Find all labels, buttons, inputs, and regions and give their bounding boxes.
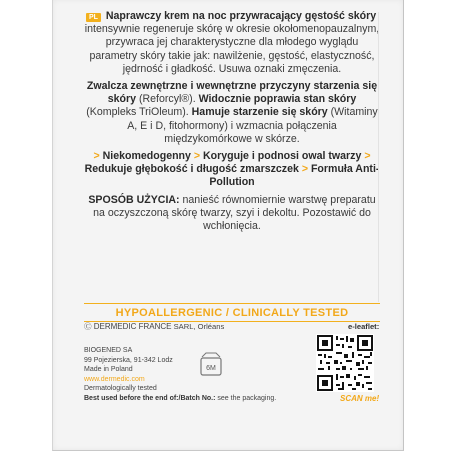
benefit-item: Redukuje głębokość i długość zmarszczek (84, 163, 299, 176)
intro-bold: Naprawczy krem na noc przywracający gęstość skóry (105, 10, 377, 22)
intro-text: intensywnie regeneruje skórę w okresie okołomenopauzalnym, przywraca jej charakterystyczne dla młodego wyglądu parametry skóry takie jak: nawilżenie, gęstość, elastyczność, jędrność i gładkość. Usuwa oznaki zmęczenia. (84, 23, 380, 75)
manufacturer-address (84, 346, 276, 404)
scan-me-label: SCAN me! (340, 394, 380, 403)
causes-paragraph (84, 80, 380, 146)
causes-bold3: Hamuje starzenie się skóry (191, 106, 328, 119)
tested-note: Dermatologically tested (84, 385, 157, 393)
causes-bold2: Widocznie poprawia stan skóry (198, 93, 357, 106)
maker-brand: DERMEDIC FRANCE (93, 322, 172, 331)
usage-bold: SPOSÓB UŻYCIA: (88, 193, 180, 206)
language-badge: PL (86, 13, 101, 22)
causes-text2: (Kompleks TriOleum). (86, 106, 192, 119)
product-description (84, 10, 380, 237)
benefit-item: Formuła Anti-Pollution (209, 163, 380, 189)
maker-line (84, 322, 224, 332)
best-before-text: see the packaging. (215, 394, 277, 402)
causes-bold1: Zwalcza zewnętrzne i wewnętrzne przyczyny starzenia się skóry (86, 80, 378, 106)
intro-paragraph (84, 10, 380, 76)
side-fold-line (378, 12, 382, 302)
maker-rest: SARL, Orléans (171, 322, 225, 331)
usage-text: nanieść równomiernie warstwę preparatu na oczyszczoną skórę twarzy, szyi i dekoltu. Pozostawić do wchłonięcia. (93, 193, 376, 233)
benefits-list: > Niekomedogenny > Koryguje i podnosi owal twarzy > Redukuje głębokość i długość zmarszczek > Formuła Anti-Pollution (84, 150, 380, 189)
benefit-item: Koryguje i podnosi owal twarzy (203, 150, 362, 163)
pao-label: 6M (206, 365, 216, 372)
usage-paragraph (84, 194, 380, 234)
causes-text1: (Reforcyl®). (136, 93, 199, 106)
company-name: BIOGENED SA (84, 347, 133, 354)
causes-text3: (Witaminy A, E i D, fitohormony) i wzmacnia połączenia międzykomórkowe w skórze. (127, 106, 378, 145)
pao-jar-icon (198, 350, 224, 378)
street: 99 Pojezierska, 91-342 Lodz (84, 356, 173, 364)
country: Made in Poland (84, 366, 133, 374)
benefit-item: Niekomedogenny (102, 150, 191, 163)
e-leaflet-label: e-leaflet: (348, 322, 380, 331)
website-link: www.dermedic.com (84, 375, 145, 383)
hypoallergenic-tagline: HYPOALLERGENIC / CLINICALLY TESTED (84, 303, 380, 322)
best-before-label: Best used before the end of:/Batch No.: (84, 394, 216, 402)
qr-code-icon[interactable] (316, 334, 374, 392)
copyright-icon: Ⓒ (84, 322, 92, 331)
